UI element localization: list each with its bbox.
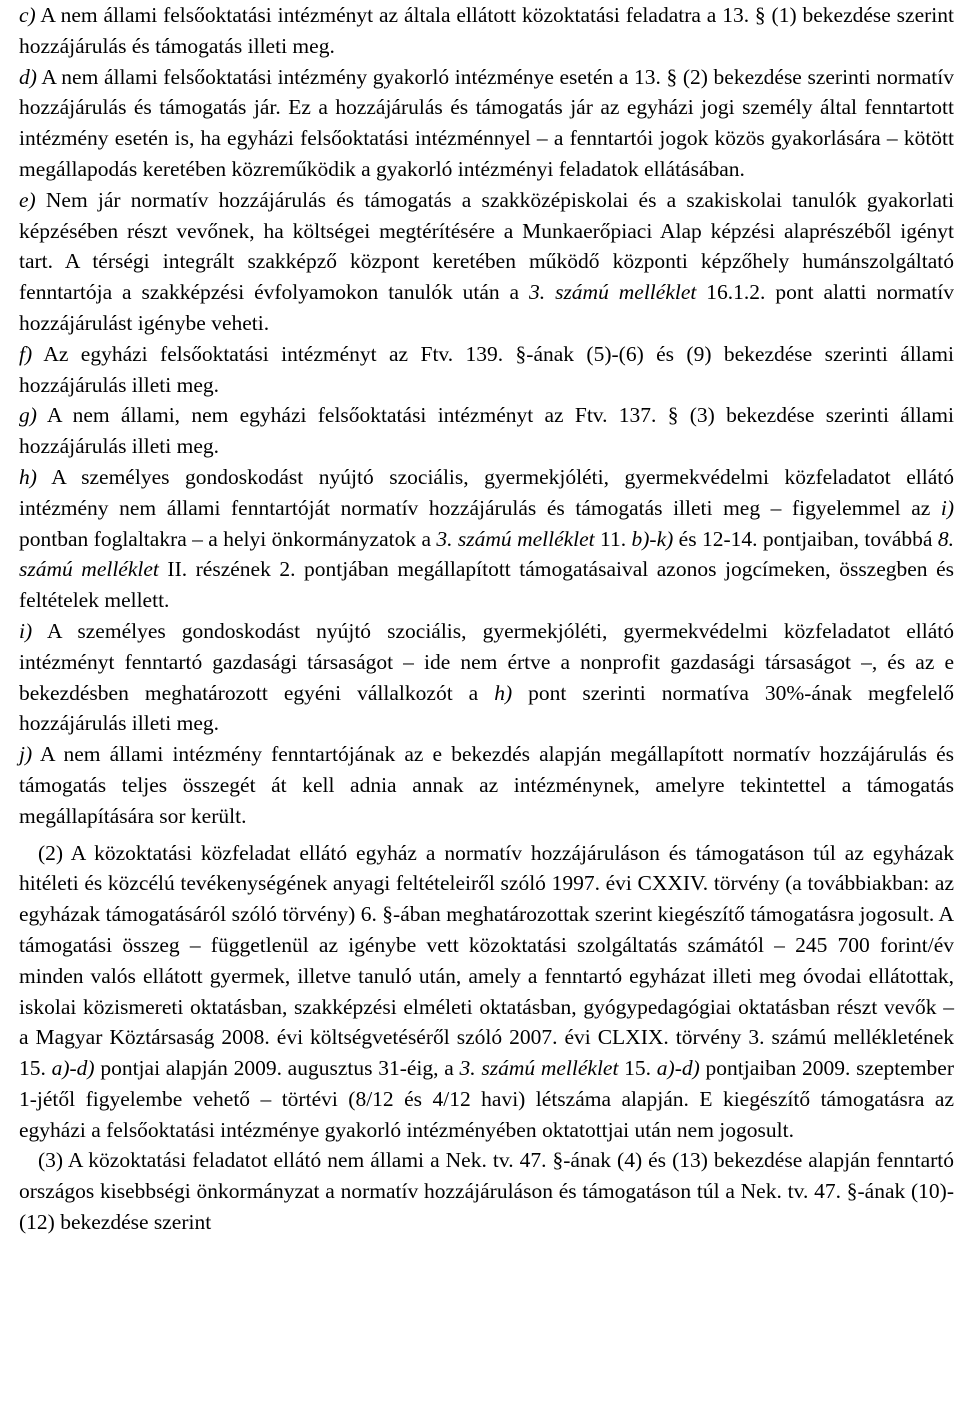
item-label-j: j)	[19, 742, 33, 767]
paragraph-i-text-2: pont szerinti normatíva 30%-ának megfelelő hozzájárulás illeti meg.	[19, 680, 954, 736]
section-2-reference-2: 3. számú melléklet	[459, 1056, 619, 1081]
paragraph-h-reference-2: 3. számú melléklet	[436, 526, 595, 551]
paragraph-i	[19, 616, 954, 739]
paragraph-g	[19, 400, 954, 462]
paragraph-h-text-1: A személyes gondoskodást nyújtó szociális, gyermekjóléti, gyermekvédelmi közfeladatot ellátó intézmény nem állami fenntartóját normatív hozzájárulás és támogatás illeti meg – figyelemmel az	[19, 464, 954, 520]
section-3-text: (3) A közoktatási feladatot ellátó nem állami a Nek. tv. 47. §-ának (4) és (13) bekezdése alapján fenntartó országos kisebbségi önkormányzat a normatív hozzájáruláson és támogatáson túl a Nek. tv. 47. §-ának (10)-(12) bekezdése szerint	[19, 1148, 954, 1235]
paragraph-g-text: A nem állami, nem egyházi felsőoktatási intézményt az Ftv. 137. § (3) bekezdése szerinti állami hozzájárulás illeti meg.	[19, 403, 954, 459]
paragraph-h-text-3: 11.	[594, 526, 632, 551]
paragraph-e-text-2: 16.1.2. pont alatti normatív hozzájárulást igénybe veheti.	[19, 280, 954, 335]
item-label-c: c)	[19, 3, 36, 27]
paragraph-e	[19, 185, 954, 339]
paragraph-c-text: A nem állami felsőoktatási intézményt az általa ellátott közoktatási feladatra a 13. § (1) bekezdése szerint hozzájárulás és támogatás illeti meg.	[19, 3, 954, 58]
paragraph-i-reference-1: h)	[494, 680, 513, 705]
section-2-text-2: pontjai alapján 2009. augusztus 31-éig, a	[94, 1056, 460, 1081]
paragraph-i-text-1: A személyes gondoskodást nyújtó szociális, gyermekjóléti, gyermekvédelmi közfeladatot ellátó intézményt fenntartó gazdasági társaságot – ide nem értve a nonprofit gazdasági társaságot –, és az e bekezdésben meghatározott egyéni vállalkozót a	[19, 618, 954, 705]
section-2-text-3: 15.	[618, 1056, 657, 1081]
paragraph-h-text-2: pontban foglaltakra – a helyi önkormányzatok a	[19, 526, 437, 551]
section-2	[19, 838, 954, 1146]
paragraph-e-reference-1: 3. számú melléklet	[529, 280, 697, 305]
paragraph-h-text-5: II. részének 2. pontjában megállapított támogatásaival azonos jogcímeken, összegben és feltételek mellett.	[19, 557, 954, 613]
section-2-reference-3: a)-d)	[656, 1056, 700, 1081]
item-label-d: d)	[19, 64, 37, 89]
section-2-reference-1: a)-d)	[51, 1056, 95, 1081]
item-label-e: e)	[19, 187, 36, 212]
paragraph-f	[19, 339, 954, 401]
paragraph-d-text: A nem állami felsőoktatási intézmény gyakorló intézménye esetén a 13. § (2) bekezdése szerinti normatív hozzájárulás és támogatás jár. Ez a hozzájárulás és támogatás jár az egyházi jogi személy által fenntartott intézmény esetén is, ha egyházi felsőoktatási intézménnyel – a fenntartói jogok közös gyakorlására – kötött megállapodás keretében közreműködik a gyakorló intézményi feladatok ellátásában.	[19, 64, 954, 181]
paragraph-f-text: Az egyházi felsőoktatási intézményt az Ftv. 139. §-ának (5)-(6) és (9) bekezdése szerinti állami hozzájárulás illeti meg.	[19, 341, 954, 397]
paragraph-h-reference-3: b)-k)	[631, 526, 674, 551]
paragraph-e-text-1: Nem jár normatív hozzájárulás és támogatás a szakközépiskolai és a szakiskolai tanulók gyakorlati képzésében részt vevőnek, ha költségei megtérítésére a Munkaerőpiaci Alap képzési alaprészéből igényt tart. A térségi integrált szakképző központ keretében működő központi képzőhely humánszolgáltató fenntartója a szakképzési évfolyamokon tanulók után a	[19, 187, 954, 305]
paragraph-d	[19, 62, 954, 185]
item-label-i: i)	[19, 618, 33, 643]
paragraph-h-text-4: és 12-14. pontjaiban, továbbá	[673, 526, 938, 551]
item-label-g: g)	[19, 403, 37, 428]
section-2-text-1: (2) A közoktatási közfeladat ellátó egyház a normatív hozzájáruláson és támogatáson túl az egyházak hitéleti és közcélú tevékenységének anyagi feltételeiről szóló 1997. évi CXXIV. törvény (a továbbiakban: az egyházak támogatásáról szóló törvény) 6. §-ában meghatározottak szerint kiegészítő támogatásra jogosult. A támogatási összeg – függetlenül az igénybe vett közoktatási szolgáltatás számától – 245 700 forint/év minden valós ellátott gyermek, illetve tanuló után, amely a fenntartó egyházat illeti meg óvodai ellátottak, iskolai közismereti oktatásban, szakképzési elméleti oktatásban, gyógypedagógiai oktatásban részt vevők – a Magyar Köztársaság 2008. évi költségvetéséről szóló 2007. évi CLXIX. törvény 3. számú mellékletének 15.	[19, 840, 954, 1081]
paragraph-c	[19, 0, 954, 62]
paragraph-h	[19, 462, 954, 616]
section-2-text-4: pontjaiban 2009. szeptember 1-jétől figyelembe vehető – törtévi (8/12 és 4/12 havi) létszáma alapján. E kiegészítő támogatásra az egyházi a felsőoktatási intézménye gyakorló intézményében oktatottjai után nem jogosult.	[19, 1056, 954, 1142]
paragraph-j	[19, 739, 954, 831]
section-3	[19, 1145, 954, 1237]
item-label-f: f)	[19, 341, 33, 366]
paragraph-h-reference-4: 8. számú melléklet	[19, 526, 954, 582]
item-label-h: h)	[19, 464, 37, 489]
paragraph-h-reference-1: i)	[940, 495, 954, 520]
paragraph-j-text: A nem állami intézmény fenntartójának az e bekezdés alapján megállapított normatív hozzájárulás és támogatás teljes összegét át kell adnia annak az intézménynek, amelyre tekintettel a támogatás megállapítására sor került.	[19, 742, 954, 828]
